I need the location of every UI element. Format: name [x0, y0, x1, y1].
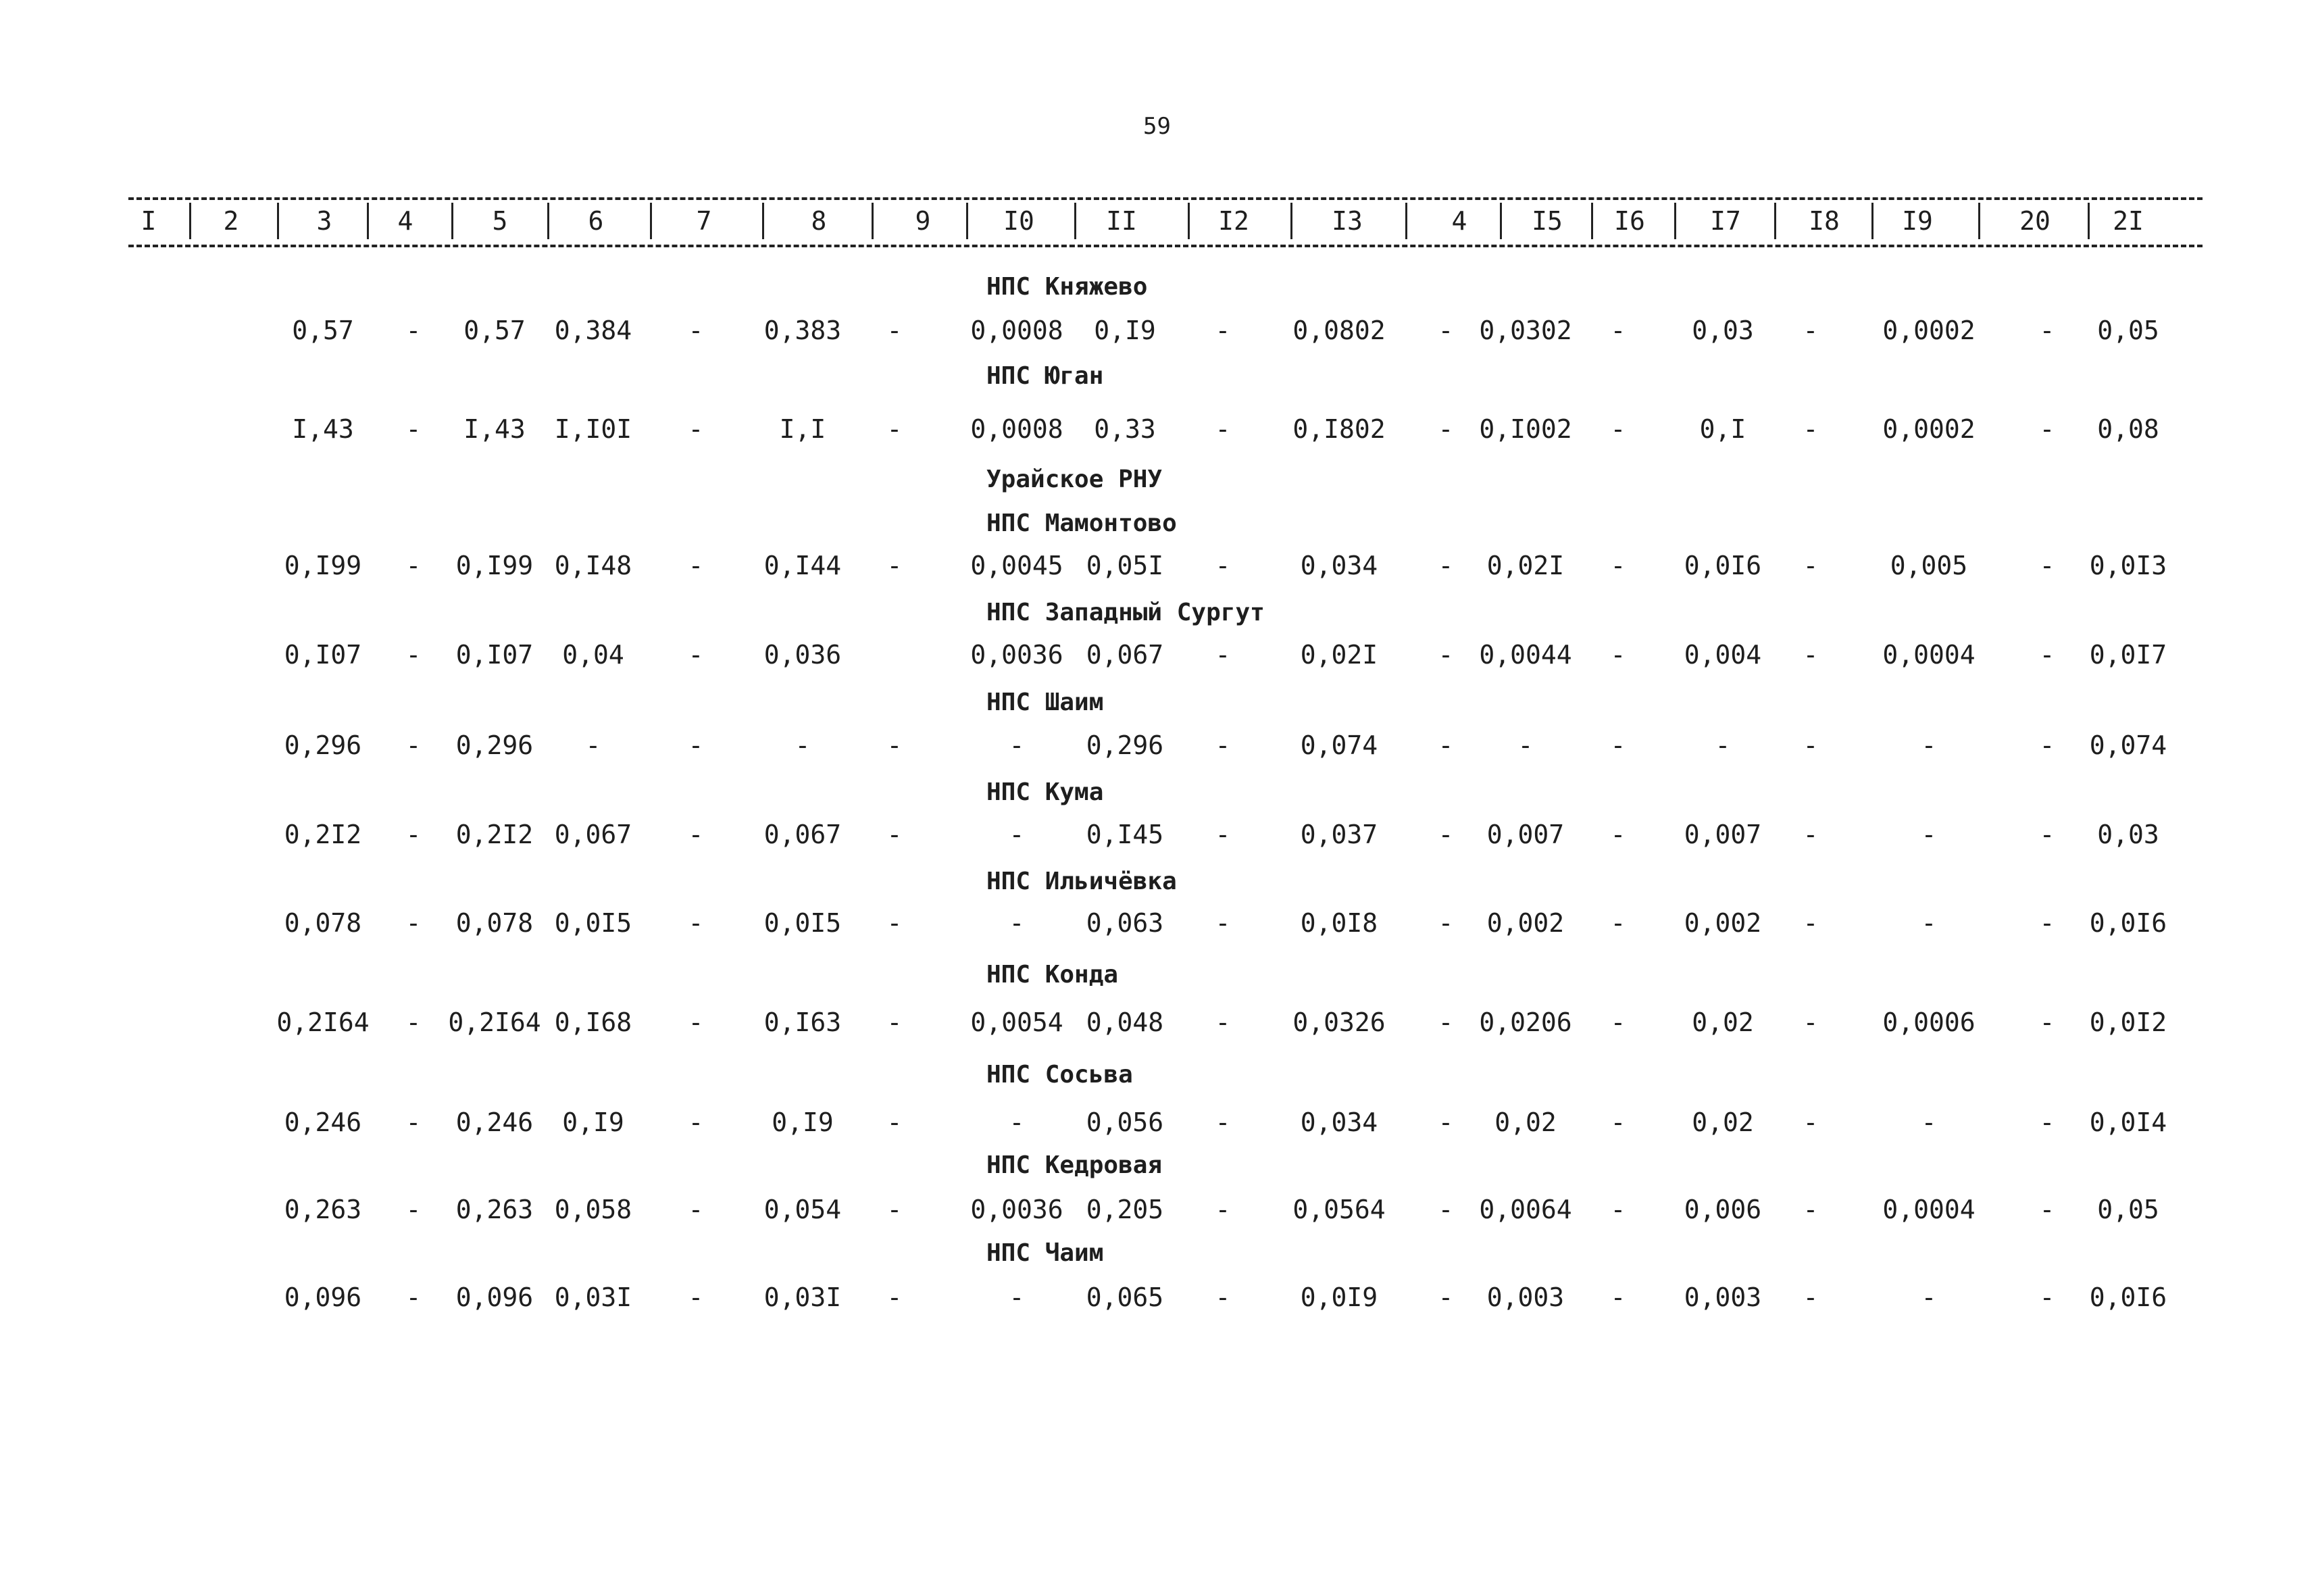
column-number-17: I7 [1710, 206, 1741, 236]
table-cell: - [1438, 1107, 1454, 1137]
table-cell: - [1803, 551, 1819, 580]
table-cell: 0,003 [1486, 1282, 1565, 1312]
table-cell: - [2039, 1282, 2055, 1312]
table-cell: 0,0I6 [2089, 908, 2167, 938]
table-cell: 0,034 [1300, 1107, 1378, 1137]
table-cell: 0,067 [554, 820, 632, 849]
table-cell: 0,067 [1086, 640, 1164, 670]
table-cell: - [405, 1282, 422, 1312]
table-cell: 0,0I7 [2089, 640, 2167, 670]
table-cell: - [1009, 908, 1025, 938]
station-title: НПС Кума [986, 778, 1104, 806]
table-cell: - [1215, 1007, 1231, 1037]
table-cell: 0,056 [1086, 1107, 1164, 1137]
table-cell: I,I0I [554, 414, 632, 444]
table-cell: - [886, 1282, 903, 1312]
column-number-14: 4 [1451, 206, 1467, 236]
table-cell: - [1803, 316, 1819, 345]
table-cell: I,43 [463, 414, 526, 444]
station-title: НПС Княжево [986, 273, 1148, 301]
table-cell: - [1438, 820, 1454, 849]
table-cell: 0,0I2 [2089, 1007, 2167, 1037]
table-cell: 0,037 [1300, 820, 1378, 849]
table-cell: 0,I9 [562, 1107, 624, 1137]
table-cell: - [2039, 316, 2055, 345]
table-cell: - [1438, 730, 1454, 760]
table-cell: 0,08 [2097, 414, 2159, 444]
table-cell: - [1438, 908, 1454, 938]
table-cell: - [1438, 551, 1454, 580]
column-number-12: I2 [1218, 206, 1249, 236]
table-cell: 0,096 [455, 1282, 534, 1312]
table-cell: - [1438, 1195, 1454, 1224]
table-cell: - [405, 908, 422, 938]
table-cell: 0,33 [1094, 414, 1156, 444]
table-cell: - [886, 820, 903, 849]
table-cell: - [795, 730, 811, 760]
table-cell: 0,048 [1086, 1007, 1164, 1037]
column-number-19: I9 [1902, 206, 1933, 236]
table-cell: - [1438, 1282, 1454, 1312]
table-cell: 0,I99 [284, 551, 362, 580]
table-cell: 0,246 [455, 1107, 534, 1137]
table-cell: - [886, 730, 903, 760]
table-cell: 0,I07 [455, 640, 534, 670]
table-cell: - [688, 1007, 704, 1037]
column-number-16: I6 [1614, 206, 1645, 236]
table-cell: 0,0I5 [554, 908, 632, 938]
column-number-3: 3 [316, 206, 332, 236]
table-cell: - [405, 820, 422, 849]
table-cell: 0,002 [1486, 908, 1565, 938]
table-cell: 0,57 [463, 316, 526, 345]
table-cell: 0,I48 [554, 551, 632, 580]
table-cell: - [1009, 1107, 1025, 1137]
table-cell: - [1610, 1007, 1626, 1037]
table-cell: 0,05 [2097, 316, 2159, 345]
table-cell: - [1610, 820, 1626, 849]
table-cell: 0,296 [1086, 730, 1164, 760]
table-cell: - [405, 414, 422, 444]
table-cell: - [1215, 640, 1231, 670]
table-cell: 0,0004 [1882, 640, 1976, 670]
table-cell: - [1610, 414, 1626, 444]
table-cell: 0,I002 [1479, 414, 1572, 444]
table-cell: I,I [779, 414, 826, 444]
table-cell: - [688, 316, 704, 345]
table-cell: 0,I9 [1094, 316, 1156, 345]
table-cell: - [405, 730, 422, 760]
table-cell: - [688, 820, 704, 849]
column-number-20: 20 [2019, 206, 2051, 236]
table-cell: - [1921, 730, 1937, 760]
table-cell: 0,I9 [772, 1107, 834, 1137]
table-cell: - [405, 316, 422, 345]
station-title: НПС Мамонтово [986, 509, 1177, 537]
table-cell: 0,074 [2089, 730, 2167, 760]
table-cell: 0,0036 [970, 1195, 1063, 1224]
table-cell: 0,006 [1684, 1195, 1762, 1224]
table-cell: 0,0004 [1882, 1195, 1976, 1224]
table-cell: 0,I802 [1292, 414, 1386, 444]
table-cell: 0,296 [455, 730, 534, 760]
station-title: НПС Сосьва [986, 1061, 1133, 1089]
table-cell: 0,0206 [1479, 1007, 1572, 1037]
table-cell: - [1921, 908, 1937, 938]
column-number-18: I8 [1809, 206, 1840, 236]
table-cell: 0,0008 [970, 316, 1063, 345]
table-cell: - [1215, 551, 1231, 580]
table-cell: - [1215, 1107, 1231, 1137]
table-cell: - [2039, 908, 2055, 938]
table-cell: 0,078 [455, 908, 534, 938]
table-cell: - [1610, 1107, 1626, 1137]
table-cell: 0,384 [554, 316, 632, 345]
column-number-1: I [141, 206, 157, 236]
table-cell: 0,0002 [1882, 414, 1976, 444]
table-cell: - [2039, 1195, 2055, 1224]
table-cell: - [1215, 1282, 1231, 1312]
table-cell: 0,I44 [763, 551, 842, 580]
table-cell: 0,0302 [1479, 316, 1572, 345]
table-cell: 0,0I8 [1300, 908, 1378, 938]
table-cell: 0,2I2 [284, 820, 362, 849]
table-cell: 0,004 [1684, 640, 1762, 670]
table-cell: - [1610, 730, 1626, 760]
table-cell: - [886, 1007, 903, 1037]
table-cell: - [1215, 414, 1231, 444]
table-cell: 0,096 [284, 1282, 362, 1312]
station-title: НПС Чаим [986, 1239, 1104, 1267]
table-cell: 0,0I5 [763, 908, 842, 938]
table-cell: - [886, 551, 903, 580]
table-cell: I,43 [292, 414, 354, 444]
table-cell: 0,I68 [554, 1007, 632, 1037]
table-cell: - [1438, 316, 1454, 345]
table-cell: - [1438, 640, 1454, 670]
table-cell: - [688, 551, 704, 580]
table-cell: 0,0I6 [2089, 1282, 2167, 1312]
table-cell: - [688, 640, 704, 670]
table-cell: 0,005 [1890, 551, 1968, 580]
table-cell: - [1921, 820, 1937, 849]
table-cell: 0,I07 [284, 640, 362, 670]
table-cell: - [2039, 640, 2055, 670]
table-cell: - [1803, 820, 1819, 849]
table-cell: 0,03 [2097, 820, 2159, 849]
table-cell: - [2039, 820, 2055, 849]
table-cell: - [585, 730, 601, 760]
table-cell: - [1009, 820, 1025, 849]
table-cell: - [1610, 551, 1626, 580]
table-cell: 0,007 [1684, 820, 1762, 849]
table-cell: - [405, 1195, 422, 1224]
column-number-2: 2 [223, 206, 239, 236]
table-cell: 0,074 [1300, 730, 1378, 760]
column-number-15: I5 [1532, 206, 1563, 236]
table-cell: 0,0326 [1292, 1007, 1386, 1037]
table-cell: 0,383 [763, 316, 842, 345]
table-cell: 0,04 [562, 640, 624, 670]
table-cell: - [1215, 316, 1231, 345]
table-cell: - [1803, 414, 1819, 444]
station-title: НПС Юган [986, 362, 1104, 390]
table-cell: - [1610, 908, 1626, 938]
table-cell: - [405, 640, 422, 670]
table-cell: 0,03I [554, 1282, 632, 1312]
table-cell: - [1610, 640, 1626, 670]
table-cell: 0,0036 [970, 640, 1063, 670]
table-cell: 0,078 [284, 908, 362, 938]
table-cell: - [1803, 1282, 1819, 1312]
page-number: 59 [1143, 113, 1171, 140]
table-cell: 0,0064 [1479, 1195, 1572, 1224]
table-cell: 0,0054 [970, 1007, 1063, 1037]
table-cell: 0,05 [2097, 1195, 2159, 1224]
table-cell: 0,058 [554, 1195, 632, 1224]
column-number-11: II [1106, 206, 1137, 236]
table-cell: 0,02I [1300, 640, 1378, 670]
table-cell: - [886, 908, 903, 938]
table-cell: - [688, 1107, 704, 1137]
table-cell: - [1610, 316, 1626, 345]
table-cell: - [1610, 1282, 1626, 1312]
table-cell: - [405, 1107, 422, 1137]
table-cell: - [1009, 730, 1025, 760]
table-cell: 0,57 [292, 316, 354, 345]
station-title: Урайское РНУ [986, 466, 1163, 493]
table-cell: - [1438, 414, 1454, 444]
table-cell: 0,036 [763, 640, 842, 670]
table-cell: - [1215, 820, 1231, 849]
table-cell: - [2039, 1007, 2055, 1037]
table-cell: 0,0I4 [2089, 1107, 2167, 1137]
column-number-6: 6 [588, 206, 604, 236]
table-cell: - [1803, 730, 1819, 760]
column-number-21: 2I [2113, 206, 2144, 236]
table-cell: - [1215, 730, 1231, 760]
table-cell: 0,I99 [455, 551, 534, 580]
table-cell: - [1803, 1007, 1819, 1037]
table-cell: - [1715, 730, 1731, 760]
table-cell: 0,0044 [1479, 640, 1572, 670]
table-cell: 0,05I [1086, 551, 1164, 580]
table-cell: - [688, 908, 704, 938]
table-cell: - [405, 1007, 422, 1037]
table-cell: 0,02I [1486, 551, 1565, 580]
table-cell: - [1438, 1007, 1454, 1037]
table-cell: 0,I [1699, 414, 1746, 444]
table-cell: 0,02 [1494, 1107, 1557, 1137]
table-cell: 0,2I64 [448, 1007, 541, 1037]
table-cell: 0,034 [1300, 551, 1378, 580]
table-cell: - [1517, 730, 1534, 760]
table-cell: 0,0006 [1882, 1007, 1976, 1037]
table-cell: 0,03I [763, 1282, 842, 1312]
table-cell: - [2039, 730, 2055, 760]
table-cell: - [1803, 908, 1819, 938]
table-cell: 0,263 [284, 1195, 362, 1224]
table-cell: - [688, 730, 704, 760]
table-cell: - [1215, 908, 1231, 938]
table-cell: - [405, 551, 422, 580]
column-number-9: 9 [915, 206, 931, 236]
table-cell: 0,0045 [970, 551, 1063, 580]
table-cell: - [688, 1195, 704, 1224]
table-cell: - [1009, 1282, 1025, 1312]
table-cell: - [2039, 1107, 2055, 1137]
column-number-8: 8 [811, 206, 827, 236]
column-number-7: 7 [696, 206, 712, 236]
table-cell: - [1610, 1195, 1626, 1224]
table-cell: - [1803, 640, 1819, 670]
table-cell: 0,I45 [1086, 820, 1164, 849]
table-cell: - [886, 316, 903, 345]
table-cell: 0,0008 [970, 414, 1063, 444]
table-cell: - [886, 1107, 903, 1137]
table-cell: - [1921, 1282, 1937, 1312]
table-cell: 0,03 [1692, 316, 1754, 345]
table-cell: - [688, 414, 704, 444]
table-cell: - [1921, 1107, 1937, 1137]
station-title: НПС Ильичёвка [986, 868, 1177, 895]
station-title: НПС Шаим [986, 689, 1104, 716]
column-number-10: I0 [1003, 206, 1034, 236]
table-cell: 0,054 [763, 1195, 842, 1224]
table-cell: 0,02 [1692, 1007, 1754, 1037]
table-cell: - [886, 414, 903, 444]
table-cell: 0,263 [455, 1195, 534, 1224]
table-cell: 0,002 [1684, 908, 1762, 938]
table-cell: 0,I63 [763, 1007, 842, 1037]
table-cell: 0,2I64 [276, 1007, 370, 1037]
table-cell: 0,003 [1684, 1282, 1762, 1312]
table-cell: 0,0I3 [2089, 551, 2167, 580]
table-cell: 0,007 [1486, 820, 1565, 849]
table-cell: - [688, 1282, 704, 1312]
table-cell: 0,205 [1086, 1195, 1164, 1224]
table-cell: 0,02 [1692, 1107, 1754, 1137]
table-cell: 0,065 [1086, 1282, 1164, 1312]
table-cell: 0,067 [763, 820, 842, 849]
table-cell: 0,296 [284, 730, 362, 760]
table-cell: - [1803, 1107, 1819, 1137]
table-cell: - [2039, 551, 2055, 580]
table-cell: 0,0802 [1292, 316, 1386, 345]
table-cell: 0,0I9 [1300, 1282, 1378, 1312]
station-title: НПС Кедровая [986, 1151, 1163, 1179]
table-cell: 0,0I6 [1684, 551, 1762, 580]
station-title: НПС Конда [986, 961, 1119, 989]
table-cell: - [2039, 414, 2055, 444]
column-number-13: I3 [1332, 206, 1363, 236]
table-cell: 0,246 [284, 1107, 362, 1137]
table-cell: 0,0564 [1292, 1195, 1386, 1224]
table-cell: - [886, 1195, 903, 1224]
station-title: НПС Западный Сургут [986, 599, 1265, 626]
table-cell: - [1803, 1195, 1819, 1224]
table-cell: - [1215, 1195, 1231, 1224]
table-cell: 0,2I2 [455, 820, 534, 849]
column-number-5: 5 [492, 206, 508, 236]
table-cell: 0,0002 [1882, 316, 1976, 345]
column-number-4: 4 [397, 206, 413, 236]
table-cell: 0,063 [1086, 908, 1164, 938]
